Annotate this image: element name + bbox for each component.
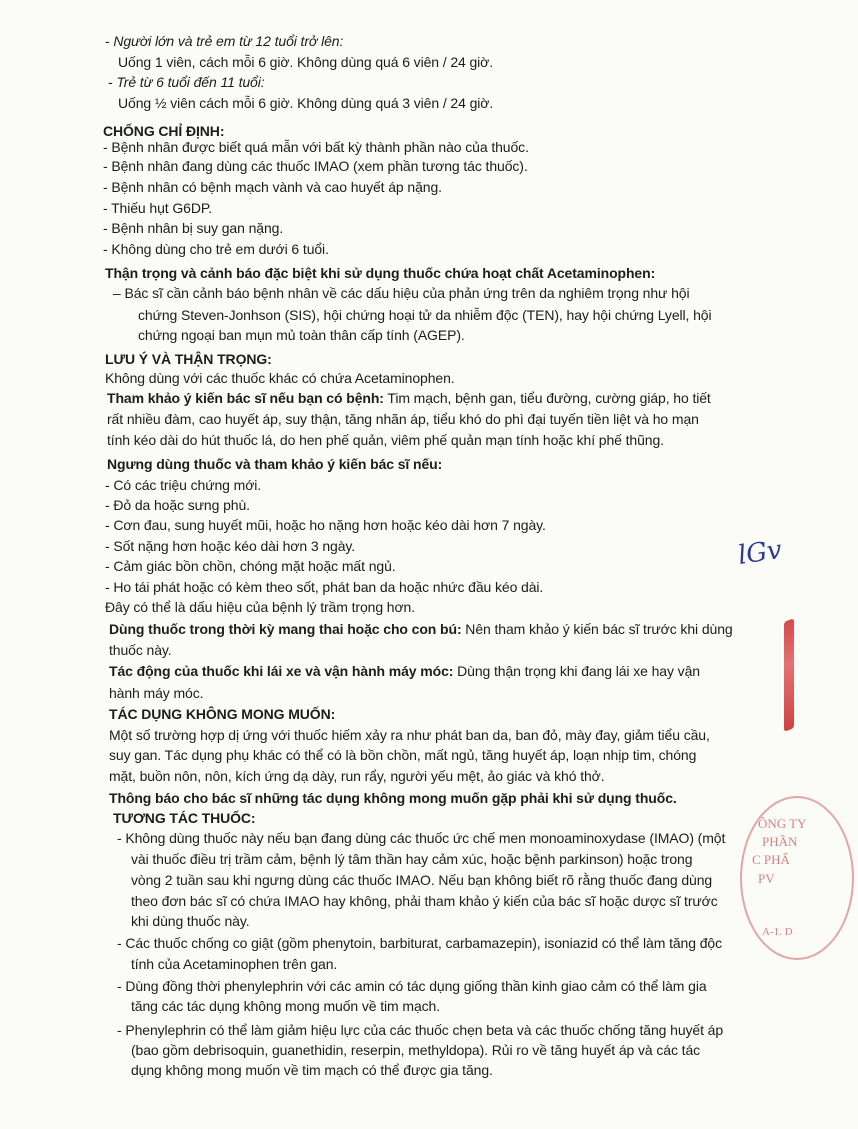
text-run: - Bệnh nhân bị suy gan nặng. xyxy=(103,220,284,236)
handwritten-mark: lGv xyxy=(736,535,784,571)
bold-text: Thận trọng và cảnh báo đặc biệt khi sử dụng thuốc chứa hoạt chất Acetaminophen: xyxy=(105,265,656,281)
text-line xyxy=(105,475,261,495)
text-line xyxy=(105,263,655,283)
text-line xyxy=(131,996,440,1016)
text-line xyxy=(131,1060,493,1080)
text-run: mặt, buồn nôn, nôn, kích ứng dạ dày, run rẩy, người yếu mệt, ảo giác và khó thở. xyxy=(109,768,605,784)
text-run: tính của Acetaminophen trên gan. xyxy=(131,956,338,972)
text-line xyxy=(105,577,543,597)
text-line xyxy=(113,808,256,828)
text-line xyxy=(105,349,272,369)
text-run: khi dùng thuốc này. xyxy=(131,913,250,929)
text-line xyxy=(107,388,711,408)
text-line xyxy=(117,828,725,848)
text-line xyxy=(107,409,699,429)
text-run: vài thuốc điều trị trầm cảm, bệnh lý tâm thần hay cảm xúc, hoặc bệnh parkinson) hoặc trong xyxy=(131,851,693,867)
text-run: Uống 1 viên, cách mỗi 6 giờ. Không dùng quá 6 viên / 24 giờ. xyxy=(118,54,494,70)
bold-text: Thông báo cho bác sĩ những tác dụng không mong muốn gặp phải khi sử dụng thuốc. xyxy=(109,790,677,806)
text-run: tính kéo dài do hút thuốc lá, do hen phế quản, viêm phế quản mạn tính hoặc khí phế thũng. xyxy=(107,432,664,448)
text-run: - Bệnh nhân có bệnh mạch vành và cao huyết áp nặng. xyxy=(103,179,442,195)
text-line xyxy=(131,911,249,931)
text-run: Uống ½ viên cách mỗi 6 giờ. Không dùng quá 3 viên / 24 giờ. xyxy=(118,95,494,111)
text-line xyxy=(109,788,677,808)
text-run: - Các thuốc chống co giật (gồm phenytoin, barbiturat, carbamazepin), isoniazid có thể làm tăng độc xyxy=(117,935,722,951)
text-run: - Cảm giác bồn chồn, chóng mặt hoặc mất ngủ. xyxy=(105,558,396,574)
text-run: suy gan. Tác dụng phụ khác có thể có là bồn chồn, mất ngủ, tăng huyết áp, loạn nhịp tim, chóng xyxy=(109,747,697,763)
text-run: chứng Steven-Jonhson (SIS), hội chứng hoại tử da nhiễm độc (TEN), hay hội chứng Lyell, hội xyxy=(138,307,712,323)
text-run: dụng không mong muốn về tim mạch có thể được gia tăng. xyxy=(131,1062,493,1078)
text-line xyxy=(109,745,696,765)
text-run: Tim mạch, bệnh gan, tiểu đường, cường giáp, ho tiết xyxy=(383,390,711,406)
text-line xyxy=(117,976,707,996)
text-run: chứng ngoại ban mụn mủ toàn thân cấp tính (AGEP). xyxy=(138,327,465,343)
text-run: vòng 2 tuần sau khi ngưng dùng các thuốc IMAO. Nếu bạn không biết rõ rằng thuốc đang dùng xyxy=(131,872,713,888)
text-run: Nên tham khảo ý kiến bác sĩ trước khi dùng xyxy=(461,621,733,637)
text-line xyxy=(109,640,172,660)
text-run: tăng các tác dụng không mong muốn về tim mạch. xyxy=(131,998,441,1014)
text-run: - Sốt nặng hơn hoặc kéo dài hơn 3 ngày. xyxy=(105,538,356,554)
text-line xyxy=(138,325,465,345)
text-run: Dùng thận trọng khi đang lái xe hay vận xyxy=(453,663,700,679)
text-run: - Cơn đau, sung huyết mũi, hoặc ho nặng hơn hoặc kéo dài hơn 7 ngày. xyxy=(105,517,546,533)
text-run: - Thiếu hụt G6DP. xyxy=(103,200,213,216)
text-run: - xyxy=(105,33,114,49)
stamp-line: C PHẨ xyxy=(752,852,790,867)
text-run: - Có các triệu chứng mới. xyxy=(105,477,262,493)
text-run: (bao gồm debrisoquin, guanethidin, reserpin, methyldopa). Rủi ro về tăng huyết áp và các tác xyxy=(131,1042,701,1058)
text-line xyxy=(109,619,733,639)
text-line xyxy=(108,72,265,92)
text-run: Không dùng với các thuốc khác có chứa Acetaminophen. xyxy=(105,370,455,386)
bold-text: LƯU Ý VÀ THẬN TRỌNG: xyxy=(105,351,272,367)
text-run: - Không dùng cho trẻ em dưới 6 tuổi. xyxy=(103,241,329,257)
text-line xyxy=(105,368,455,388)
text-line xyxy=(118,93,493,113)
text-run: hành máy móc. xyxy=(109,685,204,701)
text-line xyxy=(105,536,355,556)
text-line xyxy=(105,31,343,51)
bold-text: CHỐNG CHỈ ĐỊNH: xyxy=(103,123,225,139)
text-run: - Bệnh nhân được biết quá mẫn với bất kỳ thành phần nào của thuốc. xyxy=(103,139,529,155)
stamp-line: ÔNG TY xyxy=(758,816,807,831)
text-run: - Dùng đồng thời phenylephrin với các amin có tác dụng giống thần kinh giao cảm có thể làm gia xyxy=(117,978,707,994)
text-run: - Đỏ da hoặc sưng phù. xyxy=(105,497,250,513)
text-run: theo đơn bác sĩ có chứa IMAO hay không, phải tham khảo ý kiến của bác sĩ hoặc dược sĩ trước xyxy=(131,893,718,909)
text-line xyxy=(107,430,664,450)
text-line xyxy=(103,156,528,176)
stamp-line: PV xyxy=(758,871,775,886)
text-run: - Bệnh nhân đang dùng các thuốc IMAO (xem phần tương tác thuốc). xyxy=(103,158,528,174)
text-line xyxy=(105,556,396,576)
text-line xyxy=(103,137,529,157)
text-line xyxy=(138,305,712,325)
text-line xyxy=(131,849,692,869)
company-stamp xyxy=(748,800,858,970)
text-line xyxy=(118,52,493,72)
text-line xyxy=(109,766,605,786)
text-run: rất nhiều đàm, cao huyết áp, suy thận, tăng nhãn áp, tiểu khó do phì đại tuyến tiền liệt và ho mạn xyxy=(107,411,699,427)
text-line xyxy=(109,661,700,681)
text-run: - Ho tái phát hoặc có kèm theo sốt, phát ban da hoặc nhức đầu kéo dài. xyxy=(105,579,544,595)
text-run: - Không dùng thuốc này nếu bạn đang dùng các thuốc ức chế men monoaminoxydase (IMAO) (một xyxy=(117,830,726,846)
text-run: – Bác sĩ cần cảnh báo bệnh nhân về các dấu hiệu của phản ứng trên da nghiêm trọng như hội xyxy=(113,285,690,301)
text-line xyxy=(109,725,710,745)
text-line xyxy=(103,239,329,259)
bold-text: Tác động của thuốc khi lái xe và vận hành máy móc: xyxy=(109,663,454,679)
text-line xyxy=(103,218,283,238)
text-line xyxy=(117,933,722,953)
text-line xyxy=(105,515,546,535)
text-run: Đây có thể là dấu hiệu của bệnh lý trầm trọng hơn. xyxy=(105,599,416,615)
text-line xyxy=(105,495,250,515)
text-line xyxy=(105,597,415,617)
text-run: - xyxy=(108,74,117,90)
text-line xyxy=(113,283,689,303)
text-run: thuốc này. xyxy=(109,642,172,658)
text-line xyxy=(131,891,718,911)
text-line xyxy=(131,954,337,974)
text-line xyxy=(103,177,442,197)
text-line xyxy=(117,1020,723,1040)
text-line xyxy=(107,454,442,474)
text-line xyxy=(131,870,712,890)
red-stamp-fragment xyxy=(784,618,794,732)
text-line xyxy=(109,683,203,703)
text-run: - Phenylephrin có thể làm giảm hiệu lực của các thuốc chẹn beta và các thuốc chống tăng huyết áp xyxy=(117,1022,724,1038)
text-line xyxy=(103,198,212,218)
stamp-line: A-1. D xyxy=(762,926,793,938)
stamp-line: PHẦN xyxy=(762,834,798,849)
italic-text: Trẻ từ 6 tuổi đến 11 tuổi: xyxy=(116,74,265,90)
bold-text: Ngưng dùng thuốc và tham khảo ý kiến bác sĩ nếu: xyxy=(107,456,443,472)
italic-text: Người lớn và trẻ em từ 12 tuổi trở lên: xyxy=(113,33,344,49)
bold-text: TÁC DỤNG KHÔNG MONG MUỐN: xyxy=(109,706,336,722)
text-run: Một số trường hợp dị ứng với thuốc hiếm xảy ra như phát ban da, ban đỏ, mày đay, giảm tiểu cầu, xyxy=(109,727,710,743)
text-line xyxy=(109,704,335,724)
bold-text: Tham khảo ý kiến bác sĩ nếu bạn có bệnh: xyxy=(107,390,384,406)
bold-text: TƯƠNG TÁC THUỐC: xyxy=(113,810,256,826)
bold-text: Dùng thuốc trong thời kỳ mang thai hoặc cho con bú: xyxy=(109,621,462,637)
text-line xyxy=(131,1040,700,1060)
